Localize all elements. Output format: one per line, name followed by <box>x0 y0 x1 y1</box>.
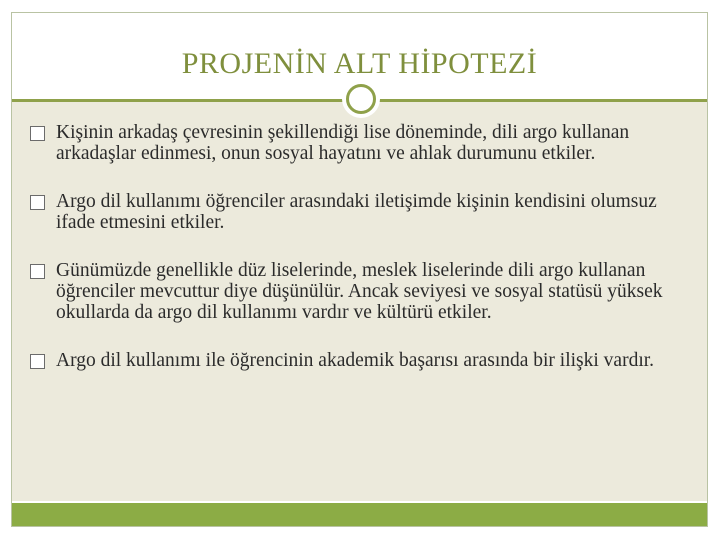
square-bullet-icon <box>30 264 45 279</box>
bullet-list <box>30 122 680 398</box>
slide-title: PROJENİN ALT HİPOTEZİ <box>181 47 538 80</box>
square-bullet-icon <box>30 195 45 210</box>
bullet-item <box>30 350 680 371</box>
footer-bar <box>12 503 707 526</box>
bullet-text: Günümüzde genellikle düz liselerinde, meslek liselerinde dili argo kullanan öğrenciler mevcuttur diye düşünülür. Ancak seviyesi ve sosyal statüsü yüksek okullarda da argo dil kullanımı vardır ve kültürü etkiler. <box>56 260 663 323</box>
bullet-item <box>30 260 680 323</box>
square-bullet-icon <box>30 126 45 141</box>
circle-ornament-icon <box>342 80 380 118</box>
square-bullet-icon <box>30 354 45 369</box>
bullet-text: Kişinin arkadaş çevresinin şekillendiği lise döneminde, dili argo kullanan arkadaşlar edinmesi, onun sosyal hayatını ve ahlak durumunu etkiler. <box>56 122 630 164</box>
bullet-item <box>30 191 680 233</box>
bullet-item <box>30 122 680 164</box>
bullet-text: Argo dil kullanımı ile öğrencinin akademik başarısı arasında bir ilişki vardır. <box>56 350 655 371</box>
bullet-text: Argo dil kullanımı öğrenciler arasındaki iletişimde kişinin kendisini olumsuz ifade etmesini etkiler. <box>56 191 657 233</box>
